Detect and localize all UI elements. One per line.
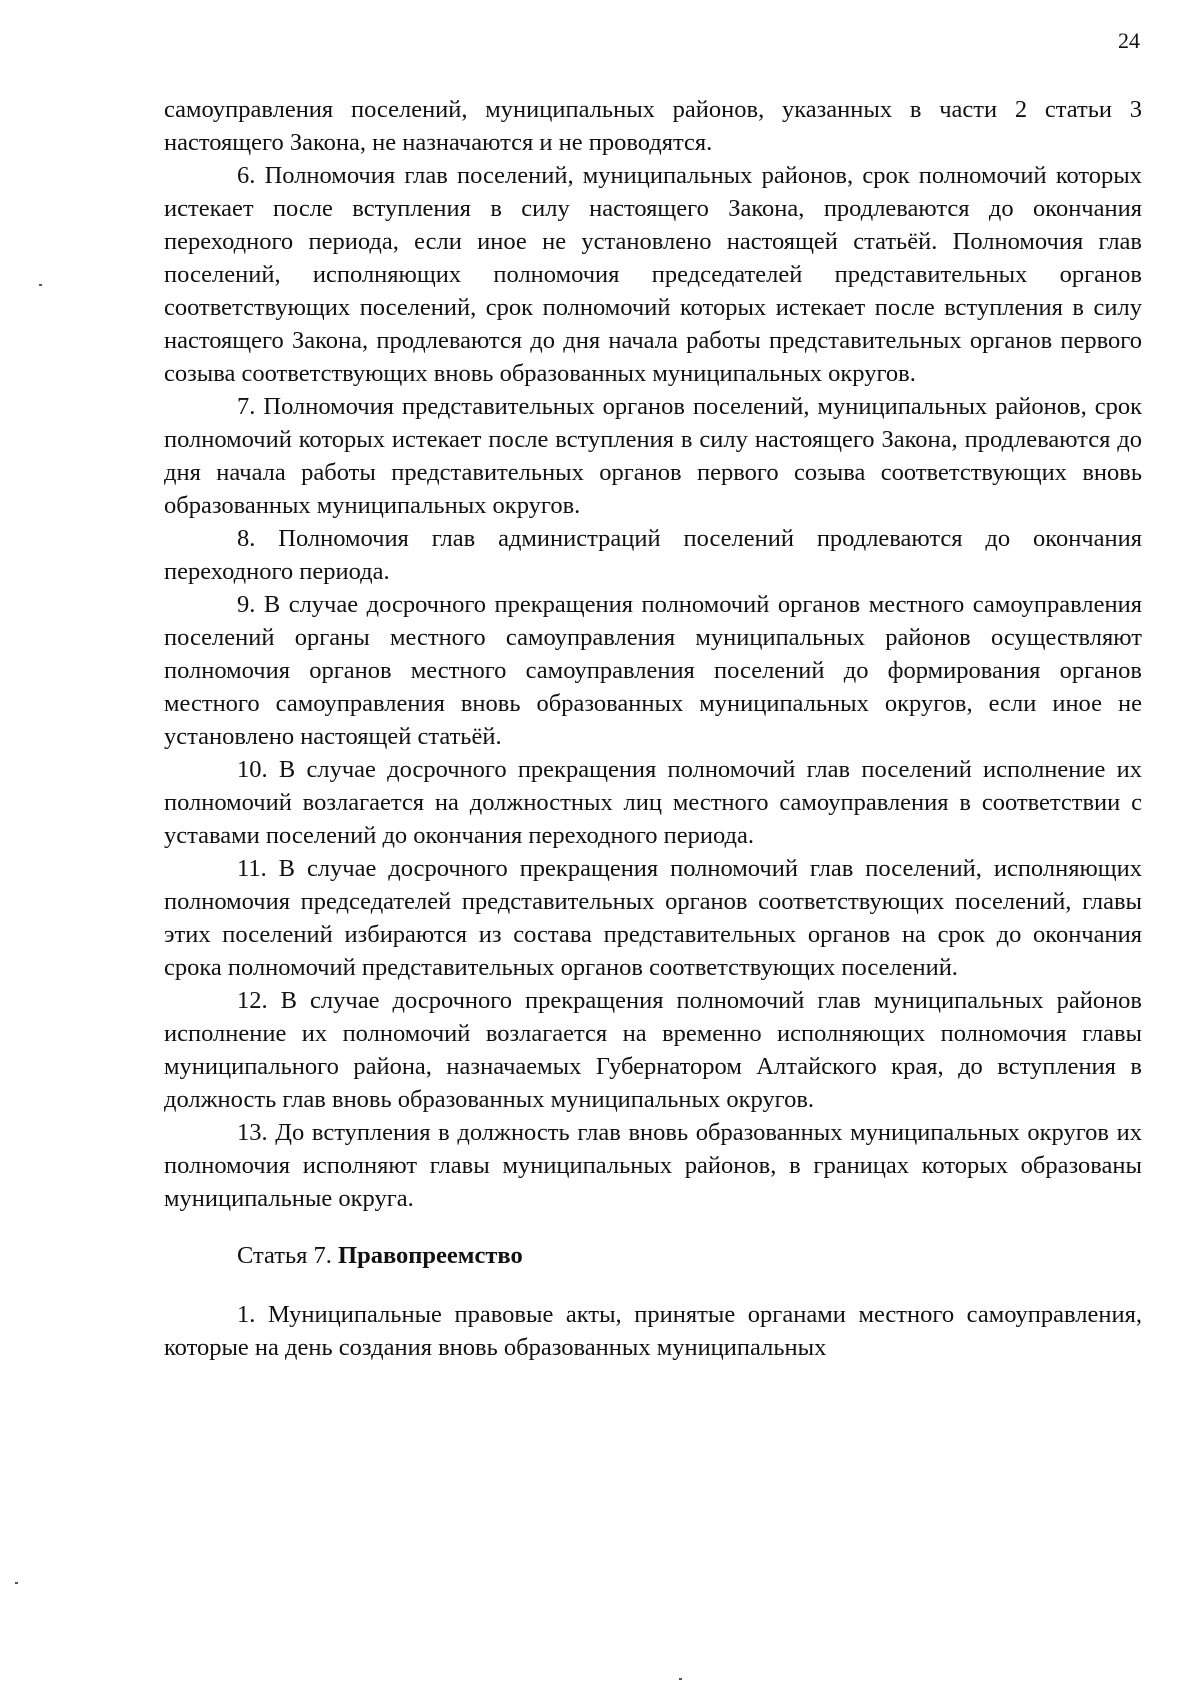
article-7-paragraph-1: 1. Муниципальные правовые акты, принятые органами местного самоуправления, которые на день создания вновь образованных муниципальных [164,1301,1142,1361]
document-body [164,93,1142,1364]
paragraph-11: 11. В случае досрочного прекращения полномочий глав поселений, исполняющих полномочия председателей представительных органов соответствующих поселений, главы этих поселений избираются из состава представительных органов на срок до окончания срока полномочий представительных органов соответствующих поселений. [164,855,1142,981]
paragraph-continuation: самоуправления поселений, муниципальных районов, указанных в части 2 статьи 3 настоящего Закона, не назначаются и не проводятся. [164,96,1142,156]
paragraph-7: 7. Полномочия представительных органов поселений, муниципальных районов, срок полномочий которых истекает после вступления в силу настоящего Закона, продлеваются до дня начала работы представительных органов первого созыва соответствующих вновь образованных муниципальных округов. [164,393,1142,519]
paragraph-6: 6. Полномочия глав поселений, муниципальных районов, срок полномочий которых истекает после вступления в силу настоящего Закона, продлеваются до окончания переходного периода, если иное не установлено настоящей статьёй. Полномочия глав поселений, исполняющих полномочия председателей представительных органов соответствующих поселений, срок полномочий которых истекает после вступления в силу настоящего Закона, продлеваются до дня начала работы представительных органов первого созыва соответствующих вновь образованных муниципальных округов. [164,162,1142,387]
paragraph-13: 13. До вступления в должность глав вновь образованных муниципальных округов их полномочия исполняют главы муниципальных районов, в границах которых образованы муниципальные округа. [164,1119,1142,1212]
scan-speck [39,284,42,286]
article-heading [164,1239,1142,1272]
paragraph-9: 9. В случае досрочного прекращения полномочий органов местного самоуправления поселений органы местного самоуправления муниципальных районов осуществляют полномочия органов местного самоуправления поселений до формирования органов местного самоуправления вновь образованных муниципальных округов, если иное не установлено настоящей статьёй. [164,591,1142,750]
paragraph-10: 10. В случае досрочного прекращения полномочий глав поселений исполнение их полномочий возлагается на должностных лиц местного самоуправления в соответствии с уставами поселений до окончания переходного периода. [164,756,1142,849]
paragraph-12: 12. В случае досрочного прекращения полномочий глав муниципальных районов исполнение их полномочий возлагается на временно исполняющих полномочия главы муниципального района, назначаемых Губернатором Алтайского края, до вступления в должность глав вновь образованных муниципальных округов. [164,987,1142,1113]
article-title: Правопреемство [338,1242,523,1269]
paragraph-8: 8. Полномочия глав администраций поселений продлеваются до окончания переходного периода. [164,525,1142,585]
scan-speck [679,1678,682,1680]
article-prefix: Статья 7. [237,1242,332,1269]
scan-speck [15,1582,18,1584]
page-number: 24 [1118,28,1140,53]
